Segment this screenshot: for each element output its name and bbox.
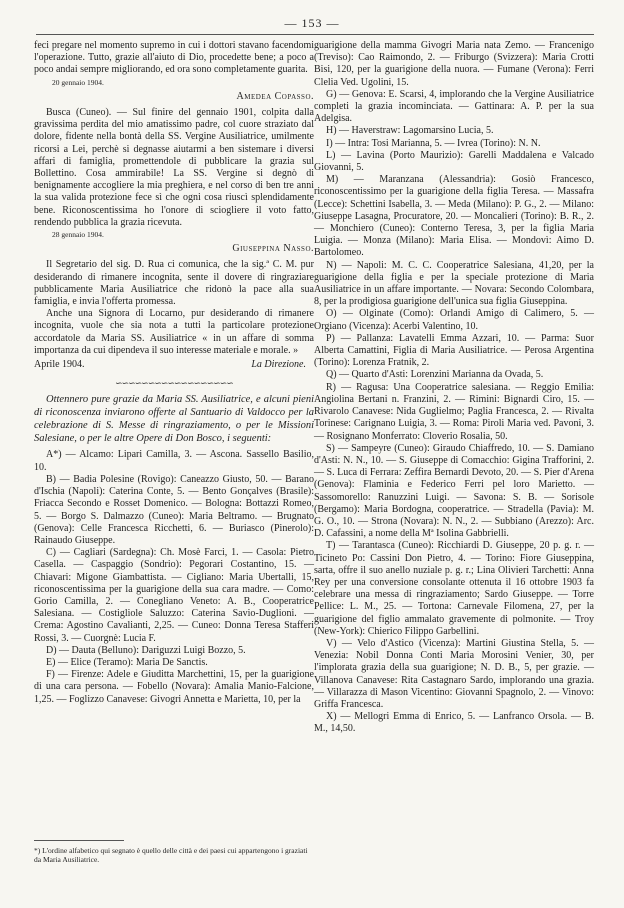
list-item: N) — Napoli: M. C. C. Cooperatrice Salesiana, 41,20, per la guarigione della figlia e per la speciale protezione di Maria Ausiliatrice in un affare importante. — Novara: Secondo Colombara, 8, per la prodigiosa guarigione dell'unica sua figlia Giuseppina. xyxy=(314,259,594,308)
date-line: 20 gennaio 1904. xyxy=(52,77,104,87)
list-item: L) — Lavina (Porto Maurizio): Garelli Maddalena e Valcado Giovanni, 5. xyxy=(314,149,594,174)
paragraph: Anche una Signora di Locarno, pur desiderando di rimanere incognita, vuole che sia nota a tutti la particolare protezione accordatole da Maria SS. Ausiliatrice « in un affare di somma importanza da cui dipendeva il suo interesse materiale e morale. » xyxy=(34,308,314,356)
section-heading: Ottennero pure grazie da Maria SS. Ausiliatrice, e alcuni pieni di riconoscenza inviarono offerte al Santuario di Valdocco per la celebrazione di S. Messe di ringraziamento, o per le Missioni Salesiane, o per le altre Opere di Don Bosco, i seguenti: xyxy=(34,394,314,445)
signature: La Direzione. xyxy=(251,359,306,371)
list-item: I) — Intra: Tosi Marianna, 5. — Ivrea (Torino): N. N. xyxy=(326,137,541,149)
list-item: B) — Badia Polesine (Rovigo): Caneazzo Giusto, 50. — Barano d'Ischia (Napoli): Caterina Conte, 5. — Bento Gonçalves (Brasile): Friacca Secondo e Rosset Domenico. — Bologna: Bottazzi Romeo, 5. — Borgo S. Dalmazzo (Cuneo): Maria Beltramo. — Brugnato (Genova): Celle Francesca Ricchetti, 6. — Buriasco (Pinerolo): Rainaudo Giuseppe. xyxy=(34,473,314,546)
footnote-rule xyxy=(34,840,124,841)
header-rule xyxy=(36,34,594,35)
list-item: O) — Olginate (Como): Orlandi Amigo di Calimero, 5. — Orgiano (Vicenza): Acerbi Valentino, 10. xyxy=(314,308,594,332)
list-item: S) — Sampeyre (Cuneo): Giraudo Chiaffredo, 10. — S. Damiano d'Asti: N. N., 10. — S. Giuseppe di Comacchio: Gigina Trafforini, 2. — S. Luca di Ferrara: Zeffira Bernardi Devoto, 20. — S. Pier d'Arena (Genova): Flaminia e Federico Ferri pel loro Marietto. — Sassomorello: Ranuzzini Luigi. — Savona: S. B. — Sorisole (Bergamo): Maria Bordogna, cooperatrice. — Stradella (Pavia): M. G. O., 10. — Strona (Novara): N. N., 2. — Subbiano (Arezzo): Arc. D. Cafassini, a nome della Mª Isolina Gabbrielli. xyxy=(314,442,594,540)
list-item: G) — Genova: E. Scarsi, 4, implorando che la Vergine Ausiliatrice completi la grazia incominciata. — Gattinara: A. P. per la sua Adelgisa. xyxy=(314,88,594,125)
paragraph: Busca (Cuneo). — Sul finire del gennaio 1901, colpita dalla gravissima perdita del mio amatissimo padre, col cuore straziato dal dolore, fidente nella bontà della SS. Vergine Ausiliatrice, umilmente ricorsi a Lei, perchè si degnasse aiutarmi a ben sistemare i diversi affari di famiglia, promettendole di pubblicare la grazia sul Bollettino. Cosa ammirabile! La SS. Vergine si degnò di benignamente accogliere la mia preghiera, e nel corso di ben tre anni la sua valida protezione fece sì che ogni cosa riuscì splendidamente bene. Riconoscentissima ho l'onore di sciogliere il voto fatto, rendendo pubblica la grazia ricevuta. xyxy=(34,107,314,228)
list-item: D) — Dauta (Belluno): Dariguzzi Luigi Bozzo, 5. xyxy=(46,644,246,656)
date-line: Aprile 1904. xyxy=(34,359,85,371)
date-line: 28 gennaio 1904. xyxy=(52,230,104,240)
list-item: F) — Firenze: Adele e Giuditta Marchettini, 15, per la guarigione di una cara persona. — Fobello (Novara): Amalia Manio-Falcione, 1,25. — Foglizzo Canavese: Givogri Annetta e Marietta, 10, per la xyxy=(34,669,314,705)
list-item: P) — Pallanza: Lavatelli Emma Azzari, 10. — Parma: Suor Alberta Camattini, Figlia di Maria Ausiliatrice. — Perosa Argentina (Torino): Lorenza Fratnik, 2. xyxy=(314,332,594,369)
list-item: V) — Velo d'Astico (Vicenza): Martini Giustina Stella, 5. — Venezia: Nobil Donna Conti Maria Morosini Venier, 30, per l'implorata grazia della sua guarigione; N. D. B., 5, per grazie. — Villanova Canavese: Rita Castagnaro Sardo, implorando una grazia. — Villarazza di Mason Vicentino: Giovanni Spagnolo, 2. — Vinovo: Griffa Francesca. xyxy=(314,637,594,710)
list-item: guarigione della mamma Givogri Maria nata Zemo. — Francenigo (Treviso): Cao Raimondo, 2. — Friburgo (Svizzera): Maria Crotti Bisi, 120, per la guarigione della nuora. — Fumane (Verona): Ferri Clelia Ved. Ugolini, 15. xyxy=(314,40,594,88)
list-item: H) — Haverstraw: Lagomarsino Lucia, 5. xyxy=(326,125,494,137)
paragraph: Il Segretario del sig. D. Rua ci comunica, che la sig.ª C. M. pur desiderando di rimanere incognita, sente il dovere di ringraziare pubblicamente Maria Ausiliatrice che ridonò la pace alla sua famiglia, e invia l'offerta promessa. xyxy=(34,259,314,308)
footnote: *) L'ordine alfabetico qui segnato è quello delle città e dei paesi cui appartengono i graziati da Maria Ausiliatrice. xyxy=(34,846,308,864)
page-number: — 153 — xyxy=(284,16,340,30)
list-item: M) — Maranzana (Alessandria): Gosiò Francesco, riconoscentissimo per la guarigione della figlia Teresa. — Massafra (Lecce): Schettini Isabella, 3. — Meda (Milano): P. G., 2. — Milano: Giuseppe Lasagna, Procuratore, 20. — Moncalieri (Torino): B. R., 2. — Monchiero (Cuneo): Conterno Teresa, 3, per la figlia Maria Luigia. — Monza (Milano): Maria Elisa. — Mondovì: Aimo D. Bartolomeo. xyxy=(314,174,594,259)
list-item: A*) — Alcamo: Lipari Camilla, 3. — Ascona. Sassello Basilio, 10. xyxy=(34,449,314,473)
list-item: Q) — Quarto d'Asti: Lorenzini Marianna da Ovada, 5. xyxy=(326,369,544,381)
signature: Amedea Copasso. xyxy=(236,90,314,102)
list-item: E) — Elice (Teramo): Maria De Sanctis. xyxy=(46,656,208,668)
signature-row xyxy=(34,359,314,371)
list-item: X) — Mellogri Emma di Enrico, 5. — Lanfranco Orsola. — B. M., 14,50. xyxy=(314,711,594,735)
signature: Giuseppina Nasso. xyxy=(232,243,314,255)
list-item: R) — Ragusa: Una Cooperatrice salesiana. — Reggio Emilia: Angiolina Bertani n. Franzini, 2. — Rimini: Bignardi Ciro, 15. — Rivarolo Canavese: Nida Guglielmo; Paglia Francesca, 2. — Rivalta Torinese: Carignano Luigia, 3. — Roma: Piroli Maria ved. Pavoni, 3. — Rosignano Monferrato: Cloverio Rosalia, 50. xyxy=(314,381,594,442)
right-column xyxy=(314,40,594,736)
list-item: T) — Tarantasca (Cuneo): Ricchiardi D. Giuseppe, 20 p. g. r. — Ticineto Po: Cassini Don Pietro, 4. — Torino: Fiore Giuseppina, sarta, offre il suo anello nuziale p. g. r.; Lina Olivieri Tarchetti: Anna Rey per una conversione consolante ottenuta il 16 ottobre 1903 fa celebrare una messa di ringraziamento; Sardo Giuseppe. — Torre Pellice: L. M., 25. — Tortona: Carnevale Filomena, 27, per la guarigione del figlio ammalato gravemente di polmonite. — Troy (New-York): Chierico Filippo Garbellini. xyxy=(314,540,594,637)
ornamental-divider: ∽∽∽∽∽∽∽∽∽∽∽∽∽∽∽∽∽∽ xyxy=(115,378,233,389)
left-column xyxy=(34,40,314,706)
paragraph: feci pregare nel momento supremo in cui i dottori stavano facendomi l'operazione. Tutto, grazie all'aiuto di Dio, procedette bene; a poco a poco andai sempre migliorando, ed ora sono completamente guarita. xyxy=(34,40,314,76)
list-item: C) — Cagliari (Sardegna): Ch. Mosè Farci, 1. — Casola: Pietro Casella. — Caspaggio (Sondrio): Pegorari Costantino, 15. — Chiavari: Migone Giambattista. — Cigliano: Maria Ubertalli, 15, riconoscentissima per la guarigione della sua cara madre. — Como: Gorio Camilla, 2. — Conegliano Veneto: A. B., Cooperatrice Salesiana. — Costigliole Saluzzo: Caterina Savio-Duglioni. — Crema: Agostino Cavalianti, 2,25. — Cuneo: Donna Teresa Stafferi Rossi, 3. — Cuorgnè: Lucia F. xyxy=(34,547,314,644)
